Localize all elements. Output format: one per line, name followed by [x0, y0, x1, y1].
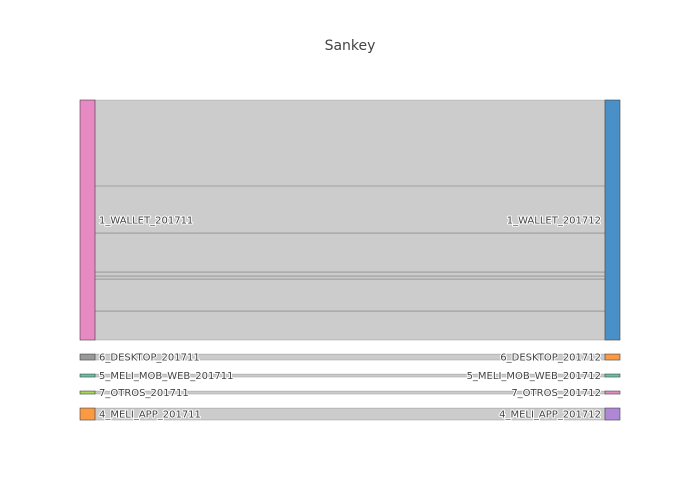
sankey-node-s_app[interactable]	[80, 408, 95, 420]
sankey-node-t_app[interactable]	[605, 408, 620, 420]
sankey-node-t_desktop[interactable]	[605, 354, 620, 360]
sankey-node-s_otros[interactable]	[80, 391, 95, 394]
sankey-link-s_wallet-t_wallet-0[interactable]	[95, 100, 605, 186]
sankey-link-s_wallet-t_wallet-6[interactable]	[95, 311, 605, 340]
sankey-node-t_mobweb[interactable]	[605, 374, 620, 377]
sankey-node-s_mobweb[interactable]	[80, 374, 95, 377]
sankey-link-s_wallet-t_wallet-4[interactable]	[95, 276, 605, 279]
sankey-node-label-t_app: 4_MELI_APP_201712	[499, 409, 601, 421]
sankey-link-s_wallet-t_wallet-5[interactable]	[95, 279, 605, 311]
sankey-node-label-s_mobweb: 5_MELI_MOB_WEB_201711	[99, 371, 234, 383]
sankey-link-s_wallet-t_wallet-2[interactable]	[95, 233, 605, 272]
sankey-node-label-s_otros: 7_OTROS_201711	[99, 388, 189, 400]
sankey-node-label-s_app: 4_MELI_APP_201711	[99, 409, 201, 421]
sankey-node-label-t_wallet: 1_WALLET_201712	[506, 215, 601, 227]
sankey-node-s_wallet[interactable]	[80, 100, 95, 340]
chart-title: Sankey	[324, 38, 376, 54]
sankey-node-label-s_wallet: 1_WALLET_201711	[99, 215, 194, 227]
sankey-node-s_desktop[interactable]	[80, 354, 95, 360]
sankey-node-label-t_desktop: 6_DESKTOP_201712	[500, 352, 601, 364]
sankey-node-label-s_desktop: 6_DESKTOP_201711	[99, 352, 200, 364]
sankey-node-t_wallet[interactable]	[605, 100, 620, 340]
sankey-node-t_otros[interactable]	[605, 391, 620, 394]
sankey-node-label-t_otros: 7_OTROS_201712	[511, 388, 601, 400]
sankey-node-label-t_mobweb: 5_MELI_MOB_WEB_201712	[466, 371, 601, 383]
sankey-link-s_wallet-t_wallet-3[interactable]	[95, 272, 605, 276]
